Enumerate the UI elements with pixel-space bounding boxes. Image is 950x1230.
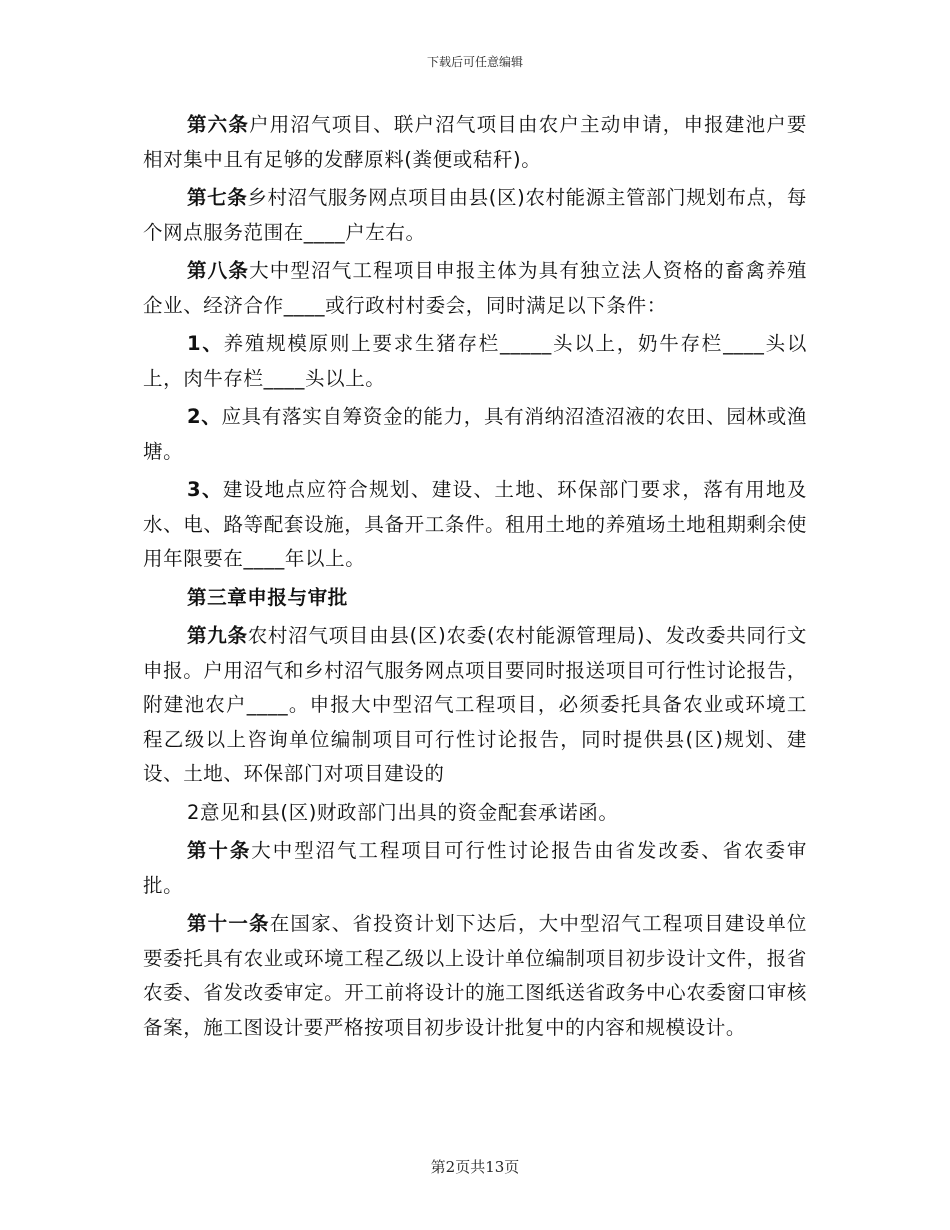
article-label: 第八条 <box>187 259 250 282</box>
article-text: 2意见和县(区)财政部门出具的资金配套承诺函。 <box>187 800 619 824</box>
article-11 <box>143 907 807 1045</box>
article-text: 户用沼气项目、联户沼气项目由农户主动申请，申报建池户要相对集中且有足够的发酵原料(粪便或秸秆)。 <box>143 113 807 171</box>
page-header: 下载后可任意编辑 <box>426 55 523 69</box>
article-label: 第十条 <box>187 839 252 862</box>
article-label: 第十一条 <box>187 912 270 935</box>
condition-label: 3、 <box>187 478 223 501</box>
article-label: 第九条 <box>187 624 248 647</box>
page-number: 第2页共13页 <box>430 1158 520 1176</box>
article-text: 乡村沼气服务网点项目由县(区)农村能源主管部门规划布点，每个网点服务范围在____户左右。 <box>143 186 807 244</box>
article-7 <box>143 181 807 250</box>
chapter-heading <box>143 581 807 616</box>
condition-text: 应具有落实自筹资金的能力，具有消纳沼渣沼液的农田、园林或渔塘。 <box>143 405 807 463</box>
article-label: 第七条 <box>187 186 248 209</box>
condition-label: 2、 <box>187 405 222 428</box>
article-label: 第六条 <box>187 113 250 136</box>
condition-text: 建设地点应符合规划、建设、土地、环保部门要求，落有用地及水、电、路等配套设施，具备开工条件。租用土地的养殖场土地租期剩余使用年限要在____年以上。 <box>143 478 807 570</box>
article-10 <box>143 834 807 903</box>
condition-text: 养殖规模原则上要求生猪存栏_____头以上，奶牛存栏____头以上，肉牛存栏____头以上。 <box>143 332 807 390</box>
condition-2 <box>143 400 807 469</box>
article-6 <box>143 108 807 177</box>
article-8 <box>143 254 807 323</box>
document-body <box>143 108 807 1049</box>
article-9 <box>143 619 807 792</box>
article-text: 农村沼气项目由县(区)农委(农村能源管理局)、发改委共同行文申报。户用沼气和乡村沼气服务网点项目要同时报送项目可行性讨论报告，附建池农户____。申报大中型沼气工程项目，必须委托具备农业或环境工程乙级以上咨询单位编制项目可行性讨论报告，同时提供县(区)规划、建设、土地、环保部门对项目建设的 <box>143 624 807 785</box>
article-text: 在国家、省投资计划下达后，大中型沼气工程项目建设单位要委托具有农业或环境工程乙级以上设计单位编制项目初步设计文件，报省农委、省发改委审定。开工前将设计的施工图纸送省政务中心农委窗口审核备案，施工图设计要严格按项目初步设计批复中的内容和规模设计。 <box>143 912 807 1039</box>
condition-label: 1、 <box>187 332 224 355</box>
article-9-continued <box>143 796 807 831</box>
chapter-title: 第三章申报与审批 <box>187 585 348 609</box>
article-text: 大中型沼气工程项目可行性讨论报告由省发改委、省农委审批。 <box>143 839 807 897</box>
article-text: 大中型沼气工程项目申报主体为具有独立法人资格的畜禽养殖企业、经济合作____或行政村村委会，同时满足以下条件： <box>143 259 807 317</box>
condition-1 <box>143 327 807 396</box>
condition-3 <box>143 473 807 577</box>
